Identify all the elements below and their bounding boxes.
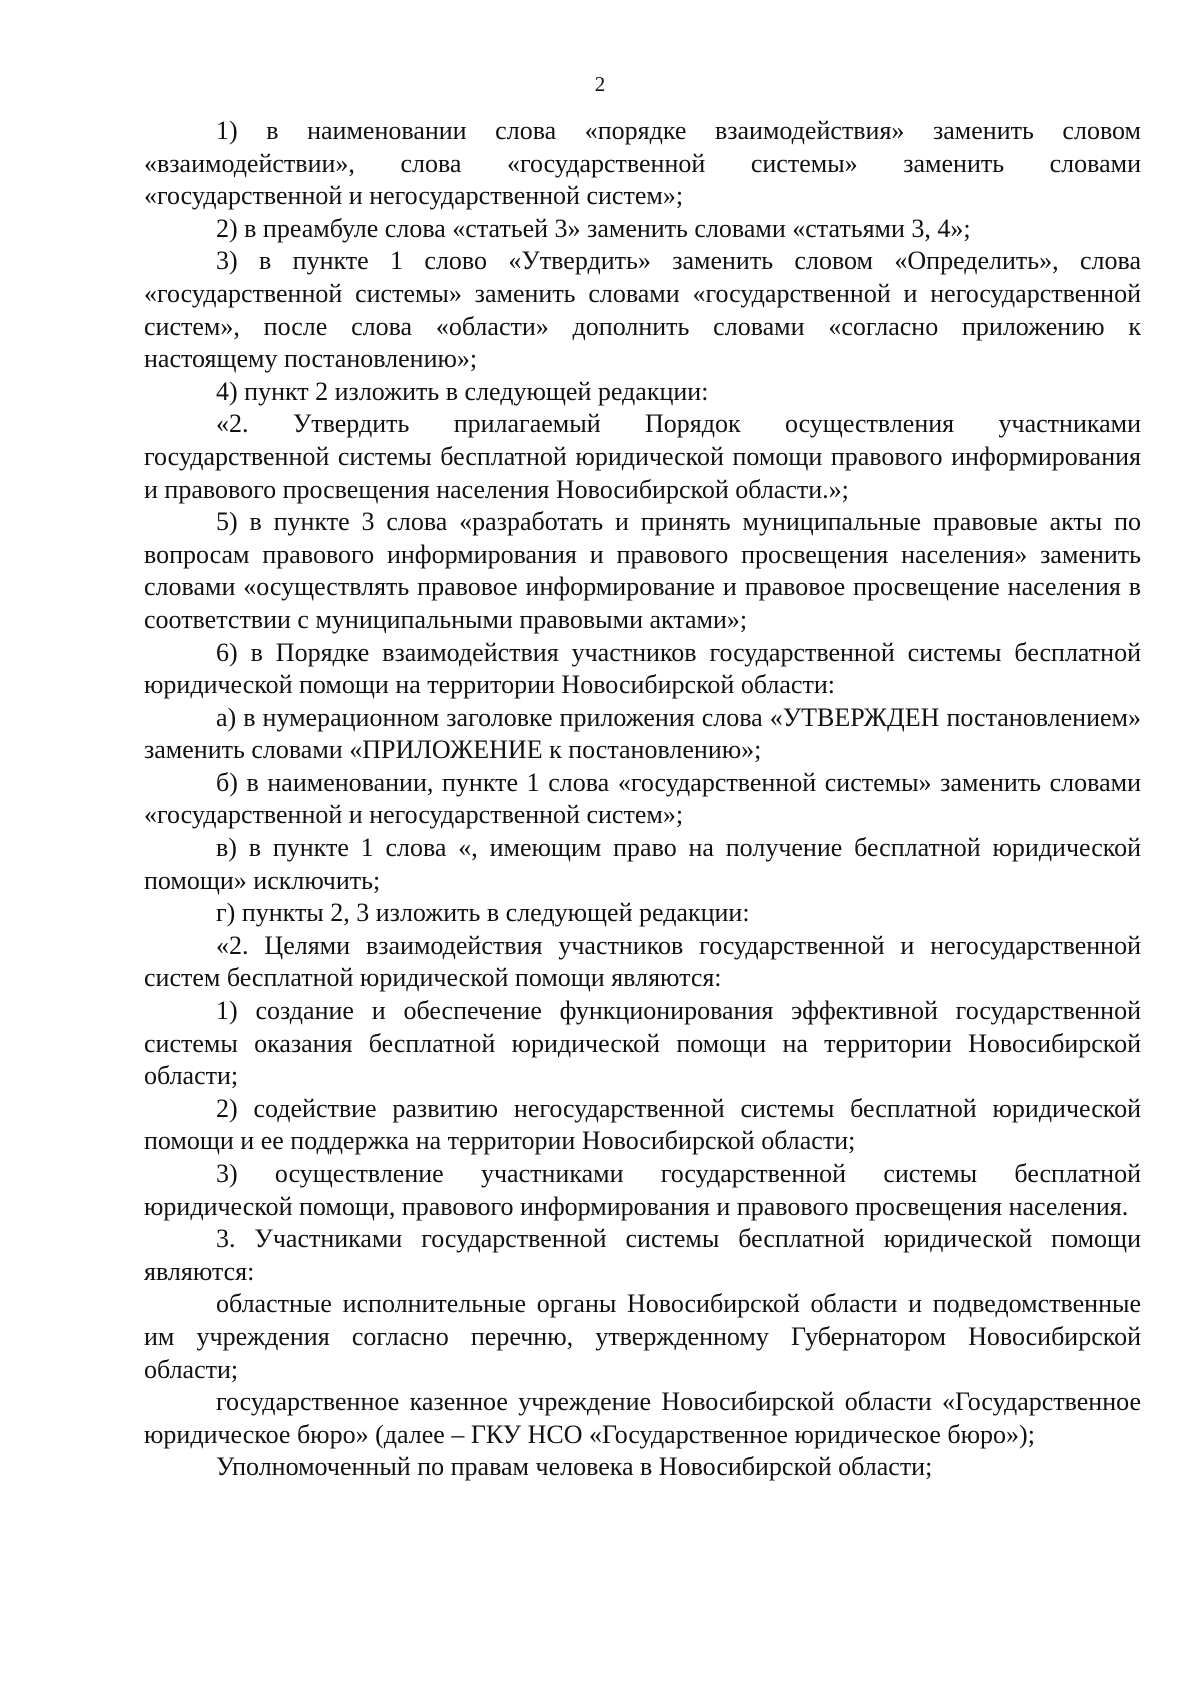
paragraph-5: «2. Утвердить прилагаемый Порядок осуществления участниками государственной системы бесплатной юридической помощи правового информирования и правового просвещения населения Новосибирской области.»; [144,409,1141,504]
paragraph-15: 3) осуществление участниками государственной системы бесплатной юридической помощи, правового информирования и правового просвещения населения. [144,1159,1141,1221]
paragraph-11: г) пункты 2, 3 изложить в следующей редакции: [216,898,750,928]
paragraph-16: 3. Участниками государственной системы бесплатной юридической помощи являются: [144,1224,1141,1286]
paragraph-13: 1) создание и обеспечение функционирования эффективной государственной системы оказания бесплатной юридической помощи на территории Новосибирской области; [144,996,1141,1091]
paragraph-7: 6) в Порядке взаимодействия участников государственной системы бесплатной юридической помощи на территории Новосибирской области: [144,637,1141,700]
page-number: 2 [594,72,606,96]
paragraph-10: в) в пункте 1 слова «, имеющим право на получение бесплатной юридической помощи» исключить; [144,833,1141,895]
document-body [144,115,1141,1484]
paragraph-2: 2) в преамбуле слова «статьей 3» заменить словами «статьями 3, 4»; [216,213,971,243]
paragraph-4: 4) пункт 2 изложить в следующей редакции: [216,376,709,406]
paragraph-6: 5) в пункте 3 слова «разработать и принять муниципальные правовые акты по вопросам правового информирования и правового просвещения населения» заменить словами «осуществлять правовое информирование и правовое просвещение населения в соответствии с муниципальными правовыми актами»; [144,507,1141,634]
paragraph-1: 1) в наименовании слова «порядке взаимодействия» заменить словом «взаимодействии», слова «государственной системы» заменить словами «государственной и негосударственной систем»; [144,116,1141,211]
paragraph-8: а) в нумерационном заголовке приложения слова «УТВЕРЖДЕН постановлением» заменить словами «ПРИЛОЖЕНИЕ к постановлению»; [144,702,1141,765]
paragraph-14: 2) содействие развитию негосударственной системы бесплатной юридической помощи и ее поддержка на территории Новосибирской области; [144,1093,1141,1156]
paragraph-18: государственное казенное учреждение Новосибирской области «Государственное юридическое бюро» (далее – ГКУ НСО «Государственное юридическое бюро»); [144,1387,1141,1449]
paragraph-19: Уполномоченный по правам человека в Новосибирской области; [216,1452,933,1482]
paragraph-12: «2. Целями взаимодействия участников государственной и негосударственной систем бесплатной юридической помощи являются: [144,930,1141,993]
paragraph-9: б) в наименовании, пункте 1 слова «государственной системы» заменить словами «государственной и негосударственной систем»; [144,767,1141,830]
paragraph-3: 3) в пункте 1 слово «Утвердить» заменить словом «Определить», слова «государственной системы» заменить словами «государственной и негосударственной систем», после слова «области» дополнить словами «согласно приложению к настоящему постановлению»; [144,246,1141,374]
paragraph-17: областные исполнительные органы Новосибирской области и подведомственные им учреждения согласно перечню, утвержденному Губернатором Новосибирской области; [144,1289,1141,1384]
